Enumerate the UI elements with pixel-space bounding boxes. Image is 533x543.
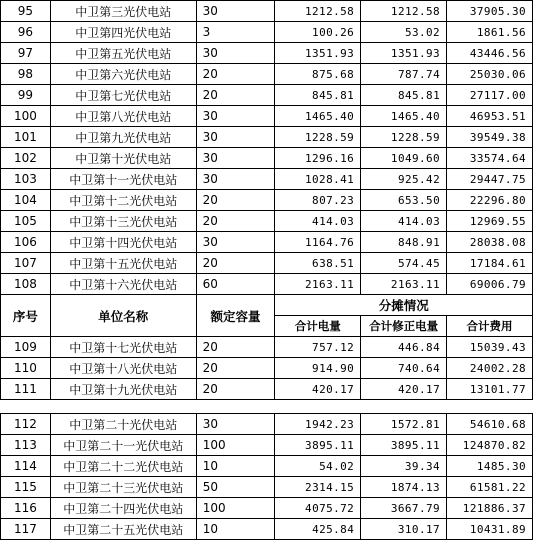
cell-total-cost: 124870.82 <box>447 435 533 456</box>
cell-total-corrected-power: 39.34 <box>361 456 447 477</box>
cell-total-power: 100.26 <box>275 22 361 43</box>
cell-total-cost: 24002.28 <box>447 358 533 379</box>
table-row <box>1 379 533 400</box>
cell-unit-name: 中卫第九光伏电站 <box>50 127 196 148</box>
cell-rated-capacity: 10 <box>196 519 275 540</box>
cell-total-corrected-power: 1465.40 <box>361 106 447 127</box>
cell-total-corrected-power: 1874.13 <box>361 477 447 498</box>
cell-rated-capacity: 30 <box>196 148 275 169</box>
cell-rated-capacity: 20 <box>196 253 275 274</box>
cell-total-power: 2163.11 <box>275 274 361 295</box>
cell-total-cost: 25030.06 <box>447 64 533 85</box>
header-rated-capacity: 额定容量 <box>196 295 275 337</box>
cell-rated-capacity: 100 <box>196 498 275 519</box>
cell-total-corrected-power: 1572.81 <box>361 414 447 435</box>
cell-seq: 117 <box>1 519 51 540</box>
cell-total-corrected-power: 787.74 <box>361 64 447 85</box>
cell-total-cost: 121886.37 <box>447 498 533 519</box>
cell-total-power: 54.02 <box>275 456 361 477</box>
cell-total-power: 638.51 <box>275 253 361 274</box>
table-row <box>1 85 533 106</box>
table-row <box>1 127 533 148</box>
table-row <box>1 43 533 64</box>
cell-rated-capacity: 30 <box>196 169 275 190</box>
cell-seq: 111 <box>1 379 51 400</box>
cell-total-cost: 13101.77 <box>447 379 533 400</box>
cell-total-power: 1942.23 <box>275 414 361 435</box>
allocation-table-bottom <box>0 413 533 540</box>
cell-unit-name: 中卫第八光伏电站 <box>50 106 196 127</box>
cell-seq: 102 <box>1 148 51 169</box>
cell-total-corrected-power: 740.64 <box>361 358 447 379</box>
cell-seq: 108 <box>1 274 51 295</box>
cell-unit-name: 中卫第十二光伏电站 <box>50 190 196 211</box>
cell-unit-name: 中卫第二十四光伏电站 <box>50 498 196 519</box>
cell-rated-capacity: 30 <box>196 127 275 148</box>
cell-rated-capacity: 20 <box>196 211 275 232</box>
header-seq: 序号 <box>1 295 51 337</box>
cell-total-cost: 46953.51 <box>447 106 533 127</box>
cell-unit-name: 中卫第三光伏电站 <box>50 1 196 22</box>
table-row <box>1 148 533 169</box>
cell-seq: 100 <box>1 106 51 127</box>
cell-total-power: 1296.16 <box>275 148 361 169</box>
cell-total-corrected-power: 310.17 <box>361 519 447 540</box>
cell-rated-capacity: 10 <box>196 456 275 477</box>
cell-total-power: 4075.72 <box>275 498 361 519</box>
cell-total-power: 807.23 <box>275 190 361 211</box>
cell-total-power: 1164.76 <box>275 232 361 253</box>
table-row <box>1 1 533 22</box>
cell-unit-name: 中卫第十光伏电站 <box>50 148 196 169</box>
cell-total-corrected-power: 574.45 <box>361 253 447 274</box>
cell-total-cost: 15039.43 <box>447 337 533 358</box>
cell-unit-name: 中卫第十七光伏电站 <box>50 337 196 358</box>
cell-total-power: 875.68 <box>275 64 361 85</box>
cell-unit-name: 中卫第十六光伏电站 <box>50 274 196 295</box>
cell-rated-capacity: 20 <box>196 85 275 106</box>
cell-total-cost: 10431.89 <box>447 519 533 540</box>
cell-rated-capacity: 20 <box>196 358 275 379</box>
table-row <box>1 169 533 190</box>
table-row <box>1 477 533 498</box>
cell-total-power: 425.84 <box>275 519 361 540</box>
cell-unit-name: 中卫第十八光伏电站 <box>50 358 196 379</box>
header-unit-name: 单位名称 <box>50 295 196 337</box>
cell-seq: 98 <box>1 64 51 85</box>
cell-unit-name: 中卫第十一光伏电站 <box>50 169 196 190</box>
cell-seq: 116 <box>1 498 51 519</box>
cell-seq: 101 <box>1 127 51 148</box>
table-row <box>1 232 533 253</box>
cell-unit-name: 中卫第五光伏电站 <box>50 43 196 64</box>
cell-seq: 107 <box>1 253 51 274</box>
cell-unit-name: 中卫第二十光伏电站 <box>50 414 196 435</box>
table-body-before-header <box>1 1 533 295</box>
cell-unit-name: 中卫第二十一光伏电站 <box>50 435 196 456</box>
cell-rated-capacity: 30 <box>196 43 275 64</box>
cell-total-cost: 43446.56 <box>447 43 533 64</box>
cell-rated-capacity: 20 <box>196 379 275 400</box>
cell-total-power: 757.12 <box>275 337 361 358</box>
table-row <box>1 274 533 295</box>
cell-total-power: 2314.15 <box>275 477 361 498</box>
cell-total-cost: 39549.38 <box>447 127 533 148</box>
table-row <box>1 414 533 435</box>
cell-total-corrected-power: 3895.11 <box>361 435 447 456</box>
table-row <box>1 337 533 358</box>
cell-total-cost: 61581.22 <box>447 477 533 498</box>
header-total-corrected-power: 合计修正电量 <box>361 316 447 337</box>
header-total-power: 合计电量 <box>275 316 361 337</box>
cell-unit-name: 中卫第七光伏电站 <box>50 85 196 106</box>
table-body-second <box>1 414 533 540</box>
cell-total-cost: 17184.61 <box>447 253 533 274</box>
cell-seq: 106 <box>1 232 51 253</box>
header-allocation: 分摊情况 <box>275 295 533 316</box>
cell-seq: 95 <box>1 1 51 22</box>
cell-total-corrected-power: 1212.58 <box>361 1 447 22</box>
cell-total-cost: 37905.30 <box>447 1 533 22</box>
cell-rated-capacity: 20 <box>196 337 275 358</box>
cell-total-power: 914.90 <box>275 358 361 379</box>
cell-unit-name: 中卫第六光伏电站 <box>50 64 196 85</box>
table-row <box>1 190 533 211</box>
cell-total-corrected-power: 3667.79 <box>361 498 447 519</box>
cell-total-corrected-power: 414.03 <box>361 211 447 232</box>
cell-total-power: 420.17 <box>275 379 361 400</box>
table-row <box>1 519 533 540</box>
cell-seq: 112 <box>1 414 51 435</box>
table-row <box>1 498 533 519</box>
cell-seq: 113 <box>1 435 51 456</box>
table-row <box>1 64 533 85</box>
cell-total-cost: 33574.64 <box>447 148 533 169</box>
cell-rated-capacity: 20 <box>196 190 275 211</box>
table-row <box>1 456 533 477</box>
cell-seq: 110 <box>1 358 51 379</box>
cell-total-corrected-power: 845.81 <box>361 85 447 106</box>
cell-seq: 114 <box>1 456 51 477</box>
cell-total-corrected-power: 53.02 <box>361 22 447 43</box>
table-row <box>1 22 533 43</box>
table-row <box>1 106 533 127</box>
cell-seq: 96 <box>1 22 51 43</box>
cell-total-corrected-power: 1351.93 <box>361 43 447 64</box>
header-total-cost: 合计费用 <box>447 316 533 337</box>
cell-total-power: 1465.40 <box>275 106 361 127</box>
cell-total-corrected-power: 1049.60 <box>361 148 447 169</box>
cell-seq: 115 <box>1 477 51 498</box>
cell-total-cost: 27117.00 <box>447 85 533 106</box>
cell-unit-name: 中卫第四光伏电站 <box>50 22 196 43</box>
cell-unit-name: 中卫第十四光伏电站 <box>50 232 196 253</box>
cell-seq: 109 <box>1 337 51 358</box>
cell-total-cost: 69006.79 <box>447 274 533 295</box>
cell-total-power: 1028.41 <box>275 169 361 190</box>
cell-total-power: 1351.93 <box>275 43 361 64</box>
table-header <box>1 295 533 337</box>
cell-seq: 105 <box>1 211 51 232</box>
cell-total-corrected-power: 2163.11 <box>361 274 447 295</box>
table-row <box>1 435 533 456</box>
cell-total-corrected-power: 420.17 <box>361 379 447 400</box>
cell-rated-capacity: 100 <box>196 435 275 456</box>
cell-seq: 99 <box>1 85 51 106</box>
table-row <box>1 358 533 379</box>
cell-total-cost: 1861.56 <box>447 22 533 43</box>
cell-unit-name: 中卫第十九光伏电站 <box>50 379 196 400</box>
page-gap <box>0 403 533 413</box>
cell-total-power: 3895.11 <box>275 435 361 456</box>
cell-total-corrected-power: 1228.59 <box>361 127 447 148</box>
cell-unit-name: 中卫第十五光伏电站 <box>50 253 196 274</box>
cell-total-cost: 12969.55 <box>447 211 533 232</box>
cell-total-corrected-power: 848.91 <box>361 232 447 253</box>
cell-rated-capacity: 30 <box>196 232 275 253</box>
cell-total-cost: 29447.75 <box>447 169 533 190</box>
cell-total-cost: 22296.80 <box>447 190 533 211</box>
cell-total-cost: 54610.68 <box>447 414 533 435</box>
table-row <box>1 253 533 274</box>
cell-total-cost: 1485.30 <box>447 456 533 477</box>
cell-total-power: 414.03 <box>275 211 361 232</box>
cell-total-power: 1228.59 <box>275 127 361 148</box>
cell-rated-capacity: 3 <box>196 22 275 43</box>
cell-total-corrected-power: 446.84 <box>361 337 447 358</box>
cell-rated-capacity: 30 <box>196 1 275 22</box>
cell-rated-capacity: 30 <box>196 414 275 435</box>
cell-seq: 103 <box>1 169 51 190</box>
cell-seq: 104 <box>1 190 51 211</box>
cell-total-cost: 28038.08 <box>447 232 533 253</box>
cell-rated-capacity: 60 <box>196 274 275 295</box>
cell-total-power: 845.81 <box>275 85 361 106</box>
cell-rated-capacity: 20 <box>196 64 275 85</box>
cell-total-corrected-power: 925.42 <box>361 169 447 190</box>
cell-rated-capacity: 30 <box>196 106 275 127</box>
cell-rated-capacity: 50 <box>196 477 275 498</box>
cell-unit-name: 中卫第二十二光伏电站 <box>50 456 196 477</box>
cell-seq: 97 <box>1 43 51 64</box>
cell-unit-name: 中卫第二十五光伏电站 <box>50 519 196 540</box>
table-body-after-header <box>1 337 533 400</box>
cell-unit-name: 中卫第二十三光伏电站 <box>50 477 196 498</box>
cell-total-corrected-power: 653.50 <box>361 190 447 211</box>
cell-total-power: 1212.58 <box>275 1 361 22</box>
cell-unit-name: 中卫第十三光伏电站 <box>50 211 196 232</box>
table-row <box>1 211 533 232</box>
